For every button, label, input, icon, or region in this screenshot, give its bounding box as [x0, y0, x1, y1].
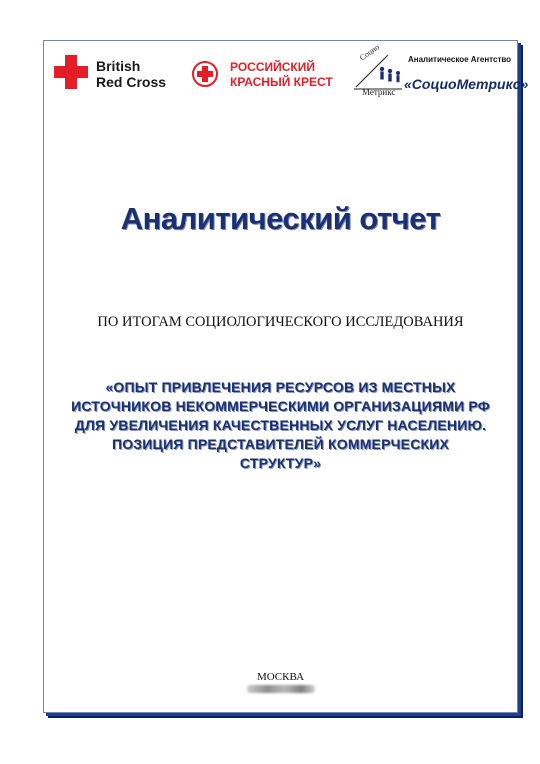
sociometrics-emblem-top: Социо [358, 42, 382, 63]
brc-line2: Red Cross [96, 74, 167, 90]
research-topic-line: ПОЗИЦИЯ ПРЕДСТАВИТЕЛЕЙ КОММЕРЧЕСКИХ [111, 436, 450, 452]
research-topic [62, 378, 499, 473]
research-topic-line: «ОПЫТ ПРИВЛЕЧЕНИЯ РЕСУРСОВ ИЗ МЕСТНЫХ [105, 379, 456, 395]
russian-red-cross-wordmark [230, 60, 333, 90]
rkk-line2: КРАСНЫЙ КРЕСТ [230, 75, 333, 89]
british-red-cross-logo-icon [54, 55, 88, 89]
report-cover-page [43, 40, 529, 713]
british-red-cross-wordmark [96, 58, 166, 90]
sociometrics-emblem-bottom: Метрикс [362, 87, 396, 97]
logo-bar [44, 41, 529, 111]
brc-line1: British [96, 58, 141, 74]
report-subtitle: ПО ИТОГАМ СОЦИОЛОГИЧЕСКОГО ИССЛЕДОВАНИЯ [97, 314, 464, 330]
research-topic-line: ДЛЯ УВЕЛИЧЕНИЯ КАЧЕСТВЕННЫХ УСЛУГ НАСЕЛЕНИЮ. [74, 417, 487, 433]
redacted-year [247, 685, 315, 693]
report-title: Аналитический отчет [120, 201, 441, 236]
city-label: МОСКВА [256, 671, 305, 683]
sociometrics-agency-label: Аналитическое Агентство [408, 55, 512, 64]
sociometrics-brand-name: «СоциоМетрикс» [404, 76, 529, 92]
research-topic-line: ИСТОЧНИКОВ НЕКОММЕРЧЕСКИМИ ОРГАНИЗАЦИЯМИ РФ [71, 398, 490, 414]
russian-red-cross-logo-icon [192, 61, 218, 87]
rkk-line1: РОССИЙСКИЙ [230, 60, 316, 74]
research-topic-line: СТРУКТУР» [239, 455, 322, 471]
